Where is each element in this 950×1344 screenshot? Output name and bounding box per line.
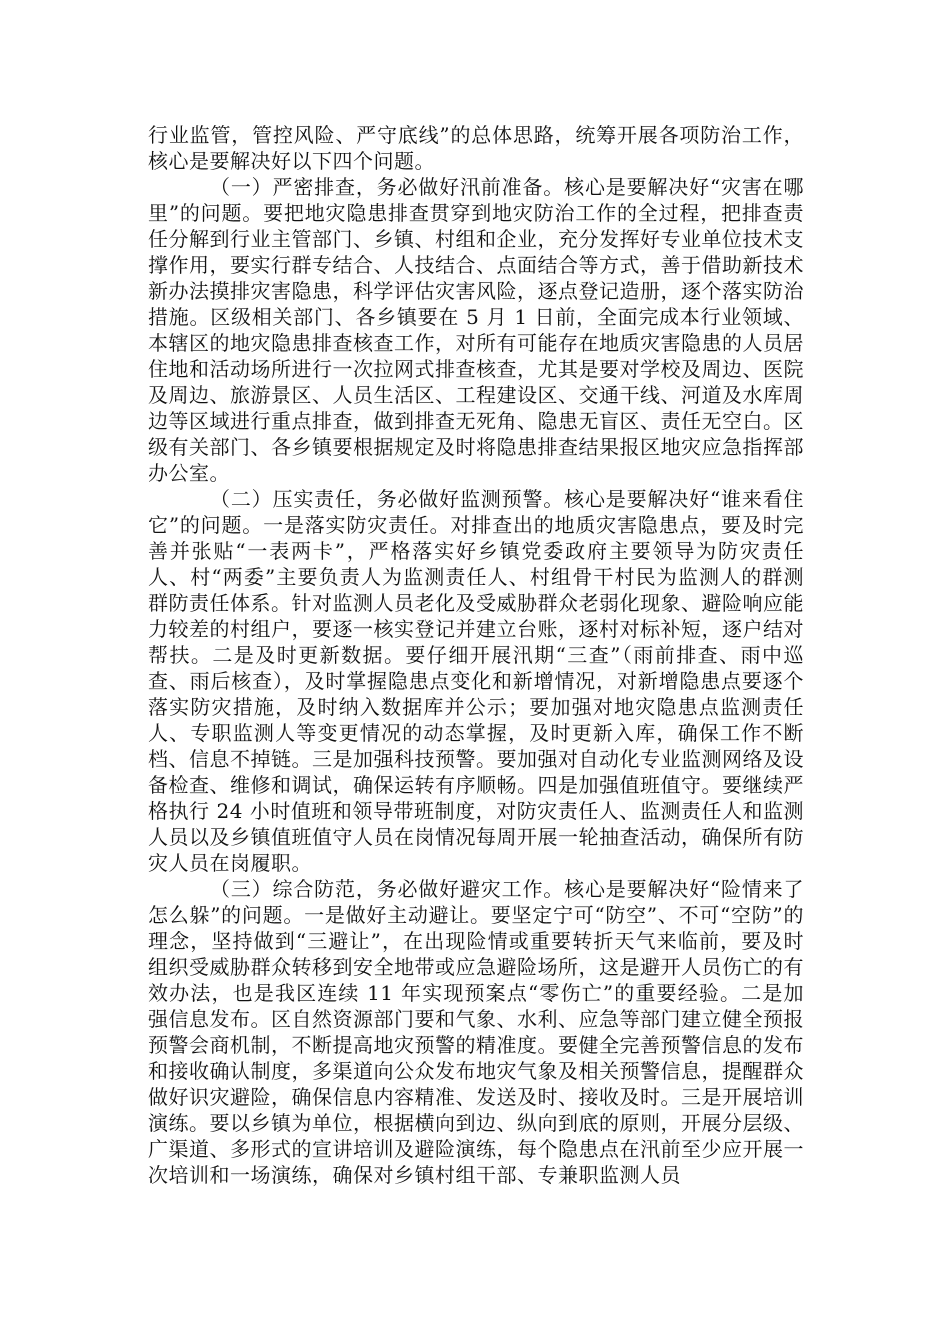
paragraph-section-3: （三）综合防范，务必做好避灾工作。核心是要解决好“险情来了怎么躲”的问题。一是做好主动避让。要坚定宁可“防空”、不可“空防”的理念，坚持做到“三避让”，在出现险情或重要转折天气来临前，要及时组织受威胁群众转移到安全地带或应急避险场所，这是避开人员伤亡的有效办法，也是我区连续 11 年实现预案点“零伤亡”的重要经验。二是加强信息发布。区自然资源部门要和气象、水利、应急等部门建立健全预报预警会商机制，不断提高地灾预警的精准度。要健全完善预警信息的发布和接收确认制度，多渠道向公众发布地灾气象及相关预警信息，提醒群众做好识灾避险，确保信息内容精准、发送及时、接收及时。三是开展培训演练。要以乡镇为单位，根据横向到边、纵向到底的原则，开展分层级、广渠道、多形式的宣讲培训及避险演练，每个隐患点在汛前至少应开展一次培训和一场演练，确保对乡镇村组干部、专兼职监测人员: [148, 877, 804, 1187]
paragraph-section-1: （一）严密排查，务必做好汛前准备。核心是要解决好“灾害在哪里”的问题。要把地灾隐患排查贯穿到地灾防治工作的全过程，把排查责任分解到行业主管部门、乡镇、村组和企业，充分发挥好专业单位技术支撑作用，要实行群专结合、人技结合、点面结合等方式，善于借助新技术新办法摸排灾害隐患，科学评估灾害风险，逐点登记造册，逐个落实防治措施。区级相关部门、各乡镇要在 5 月 1 日前，全面完成本行业领域、本辖区的地灾隐患排查核查工作，对所有可能存在地质灾害隐患的人员居住地和活动场所进行一次拉网式排查核查，尤其是要对学校及周边、医院及周边、旅游景区、人员生活区、工程建设区、交通干线、河道及水库周边等区域进行重点排查，做到排查无死角、隐患无盲区、责任无空白。区级有关部门、各乡镇要根据规定及时将隐患排查结果报区地灾应急指挥部办公室。: [148, 175, 804, 485]
paragraph-section-2: （二）压实责任，务必做好监测预警。核心是要解决好“谁来看住它”的问题。一是落实防灾责任。对排查出的地质灾害隐患点，要及时完善并张贴“一表两卡”，严格落实好乡镇党委政府主要领导为防灾责任人、村“两委”主要负责人为监测责任人、村组骨干村民为监测人的群测群防责任体系。针对监测人员老化及受威胁群众老弱化现象、避险响应能力较差的村组户，要逐一核实登记并建立台账，逐村对标补短，逐户结对帮扶。二是及时更新数据。要仔细开展汛期“三查”（雨前排查、雨中巡查、雨后核查），及时掌握隐患点变化和新增情况，对新增隐患点要逐个落实防灾措施，及时纳入数据库并公示；要加强对地灾隐患点监测责任人、专职监测人等变更情况的动态掌握，及时更新入库，确保工作不断档、信息不掉链。三是加强科技预警。要加强对自动化专业监测网络及设备检查、维修和调试，确保运转有序顺畅。四是加强值班值守。要继续严格执行 24 小时值班和领导带班制度，对防灾责任人、监测责任人和监测人员以及乡镇值班值守人员在岗情况每周开展一轮抽查活动，确保所有防灾人员在岗履职。: [148, 487, 804, 875]
document-body: [148, 122, 804, 1188]
paragraph-intro: 行业监管，管控风险、严守底线”的总体思路，统筹开展各项防治工作，核心是要解决好以下四个问题。: [148, 123, 804, 173]
